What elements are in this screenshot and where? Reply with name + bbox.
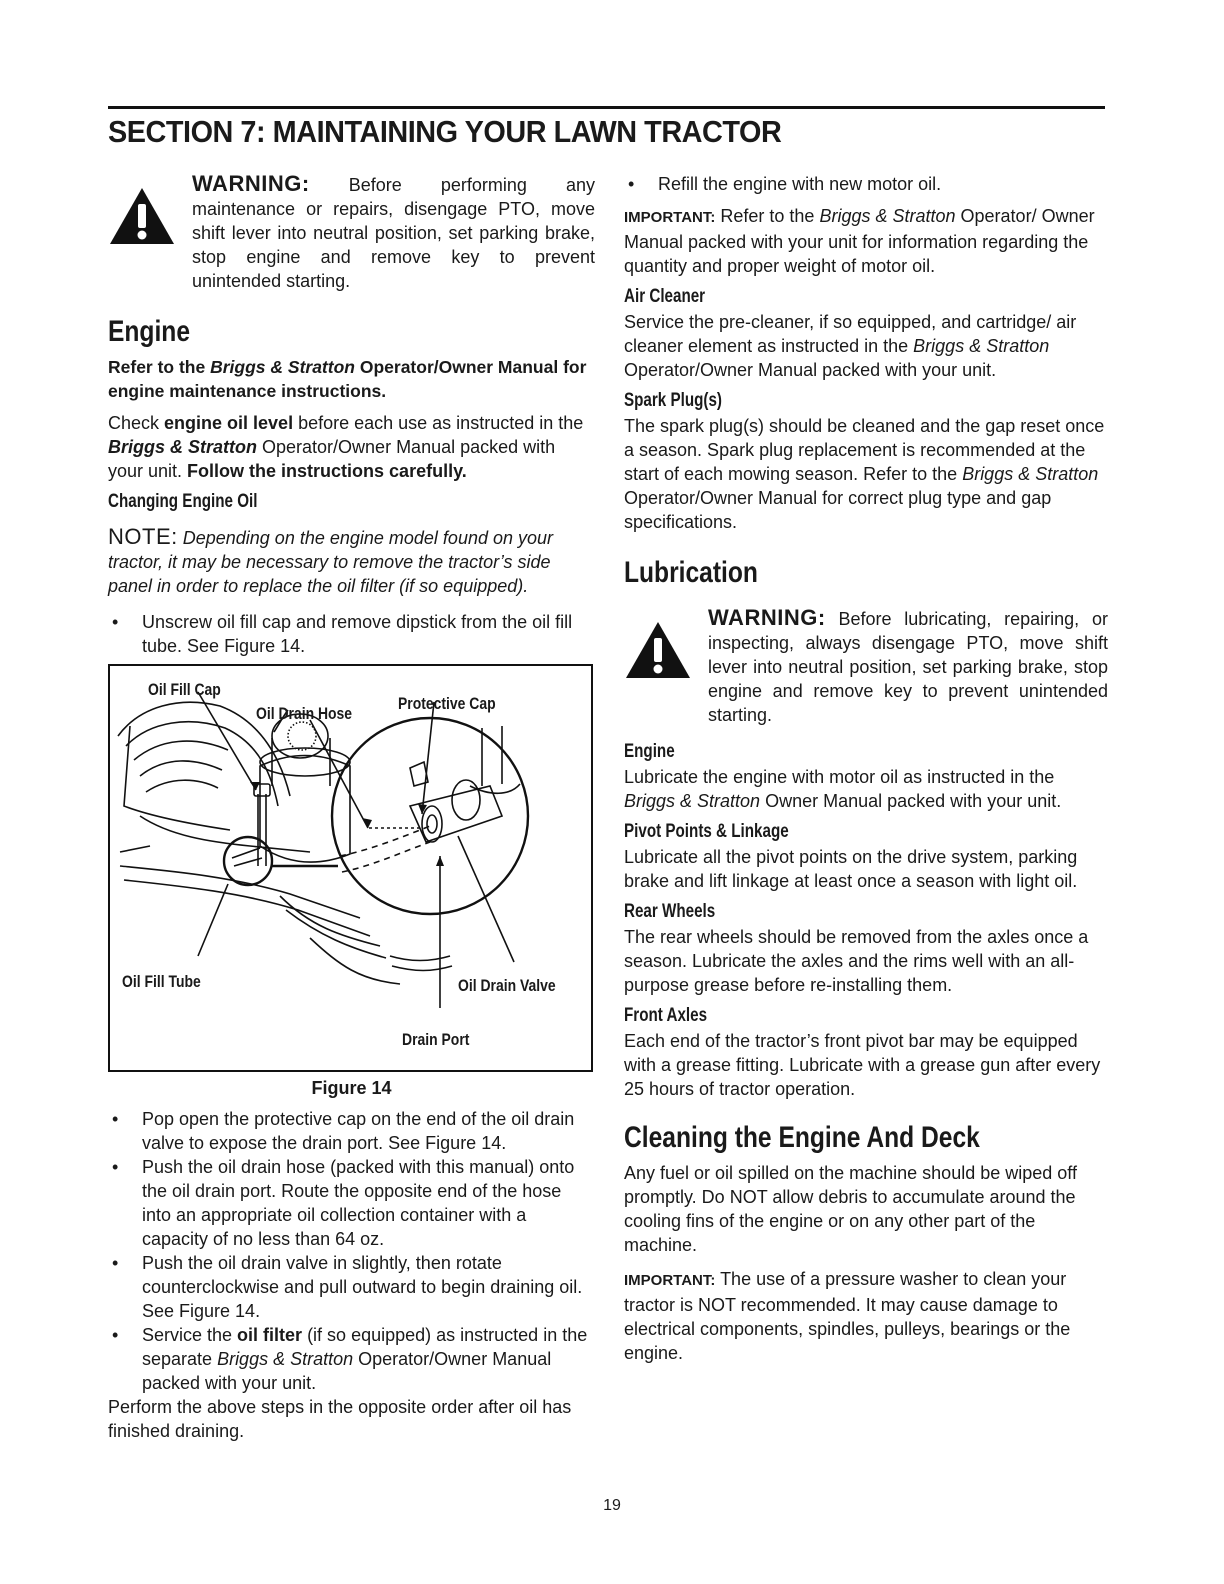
air-cleaner-heading: Air Cleaner — [624, 286, 706, 307]
bullet-list-3 — [624, 172, 1108, 196]
warning-top — [108, 172, 595, 293]
air-b: Briggs & Stratton — [913, 336, 1050, 356]
label-oil-fill-cap: Oil Fill Cap — [148, 680, 221, 699]
bullet-list-2 — [108, 1107, 595, 1395]
check-b: engine oil level — [164, 413, 294, 433]
figure-14 — [108, 664, 593, 1072]
lube-engine-heading: Engine — [624, 741, 675, 762]
pivot-text: Lubricate all the pivot points on the drive system, parking brake and lift linkage at least once a season with light oil. — [624, 847, 1078, 891]
check-f: Follow the instructions carefully. — [187, 461, 467, 481]
warning-word: WARNING: — [192, 171, 310, 196]
warning-word: WARNING: — [708, 605, 826, 630]
list-item: • Push the oil drain valve in slightly, then rotate counterclockwise and pull outward to begin draining oil. See Figure 14. — [108, 1251, 595, 1323]
list-item: • Unscrew oil fill cap and remove dipstick from the oil fill tube. See Figure 14. — [108, 610, 595, 658]
warning-lubrication-text — [708, 606, 1108, 727]
spark-b: Briggs & Stratton — [962, 464, 1099, 484]
front-axles-heading: Front Axles — [624, 1005, 708, 1026]
air-c: Operator/Owner Manual packed with your unit. — [624, 360, 997, 380]
b4-b: oil filter — [237, 1325, 303, 1345]
check-c: before each use as instructed in the — [293, 413, 584, 433]
warning-top-text — [192, 172, 595, 293]
warning-body: Before lubricating, repairing, or inspecting, always disengage PTO, move shift lever into neutral position, set parking brake, stop engine and remove key to prevent unintended starting. — [708, 609, 1108, 725]
spark-plug-heading: Spark Plug(s) — [624, 390, 722, 411]
front-axles-text: Each end of the tractor’s front pivot bar may be equipped with a grease fitting. Lubricate with a grease gun after every 25 hours of tractor operation. — [624, 1031, 1101, 1099]
check-e: Operator/Owner Manual packed with your unit. — [108, 437, 556, 481]
lube-engine-text — [624, 765, 1108, 813]
lube-engine-b: Briggs & Stratton — [624, 791, 761, 811]
list-item: • Refill the engine with new motor oil. — [624, 172, 1108, 196]
left-column — [108, 172, 595, 1443]
perform-text: Perform the above steps in the opposite order after oil has finished draining. — [108, 1397, 572, 1441]
pivot-heading: Pivot Points & Linkage — [624, 821, 789, 842]
warning-body: Before performing any maintenance or repairs, disengage PTO, move shift lever into neutral position, set parking brake, stop engine and remove key to prevent unintended starting. — [192, 175, 595, 291]
b4-d: Briggs & Stratton — [217, 1349, 354, 1369]
note-word: NOTE: — [108, 524, 178, 549]
note-text: Depending on the engine model found on your tractor, it may be necessary to remove the tractor’s side panel in order to replace the oil filter (if so equipped). — [108, 528, 554, 596]
lubrication-heading: Lubrication — [624, 556, 758, 589]
important-2 — [624, 1267, 1108, 1365]
label-protective-cap: Protective Cap — [398, 694, 496, 713]
imp2-text: The use of a pressure washer to clean your tractor is NOT recommended. It may cause damage to electrical components, spindles, pulleys, bearings or the engine. — [624, 1269, 1071, 1363]
right-column — [624, 172, 1108, 1365]
important-label: IMPORTANT: — [624, 209, 716, 226]
engine-note — [108, 525, 595, 598]
important-label: IMPORTANT: — [624, 1272, 716, 1289]
b4-e: Operator/Owner Manual packed with your unit. — [142, 1349, 552, 1393]
label-drain-port: Drain Port — [402, 1030, 470, 1049]
important-1 — [624, 204, 1108, 278]
cleaning-text: Any fuel or oil spilled on the machine should be wiped off promptly. Do NOT allow debris to accumulate around the cooling fins of the engine or on any other part of the machine. — [624, 1163, 1077, 1255]
b4-c: (if so equipped) as instructed in the separate — [142, 1325, 588, 1369]
label-oil-fill-tube: Oil Fill Tube — [122, 972, 201, 991]
bullet-list-1 — [108, 610, 595, 658]
spark-a: The spark plug(s) should be cleaned and the gap reset once a season. Spark plug replacement is recommended at the start of each mowing season. Refer to the — [624, 416, 1105, 484]
top-rule — [108, 106, 1105, 109]
engine-check — [108, 411, 595, 483]
warning-lubrication — [624, 606, 1108, 727]
rear-wheels-text: The rear wheels should be removed from the axles once a season. Lubricate the axles and the rims well with an all-purpose grease before re-installing them. — [624, 927, 1089, 995]
check-a: Check — [108, 413, 165, 433]
b4-a: Service the — [142, 1325, 238, 1345]
section-title: SECTION 7: MAINTAINING YOUR LAWN TRACTOR — [108, 114, 782, 149]
list-item: • Push the oil drain hose (packed with this manual) onto the oil drain port. Route the opposite end of the hose into an appropriate oil collection container with a capacity of no less than 64 oz. — [108, 1155, 595, 1251]
list-item: • Pop open the protective cap on the end of the oil drain valve to expose the drain port. See Figure 14. — [108, 1107, 595, 1155]
engine-refer-c: Operator/Owner Manual for engine maintenance instructions. — [108, 357, 587, 401]
lube-engine-a: Lubricate the engine with motor oil as instructed in the — [624, 767, 1055, 787]
list-item — [108, 1323, 595, 1395]
warning-triangle-icon — [624, 620, 692, 680]
rear-wheels-heading: Rear Wheels — [624, 901, 716, 922]
lube-engine-c: Owner Manual packed with your unit. — [760, 791, 1062, 811]
imp1-c: Operator/ Owner Manual packed with your unit for information regarding the quantity and proper weight of motor oil. — [624, 206, 1095, 276]
figure-14-illustration — [110, 666, 591, 1070]
engine-refer — [108, 355, 595, 403]
spark-plug-text — [624, 414, 1108, 534]
figure-caption: Figure 14 — [311, 1078, 392, 1098]
changing-oil-heading: Changing Engine Oil — [108, 491, 258, 512]
imp1-a: Refer to the — [715, 206, 820, 226]
imp1-b: Briggs & Stratton — [819, 206, 956, 226]
engine-heading: Engine — [108, 315, 191, 348]
air-cleaner-text — [624, 310, 1108, 382]
label-oil-drain-valve: Oil Drain Valve — [458, 976, 556, 995]
label-oil-drain-hose: Oil Drain Hose — [256, 704, 353, 723]
engine-refer-a: Refer to the — [108, 357, 211, 377]
warning-triangle-icon — [108, 186, 176, 246]
spark-c: Operator/Owner Manual for correct plug type and gap specifications. — [624, 488, 1052, 532]
page-number: 19 — [603, 1497, 621, 1514]
cleaning-heading: Cleaning the Engine And Deck — [624, 1121, 980, 1154]
engine-refer-b: Briggs & Stratton — [210, 357, 355, 377]
air-a: Service the pre-cleaner, if so equipped, and cartridge/ air cleaner element as instructed in the — [624, 312, 1077, 356]
check-d: Briggs & Stratton — [108, 437, 258, 457]
